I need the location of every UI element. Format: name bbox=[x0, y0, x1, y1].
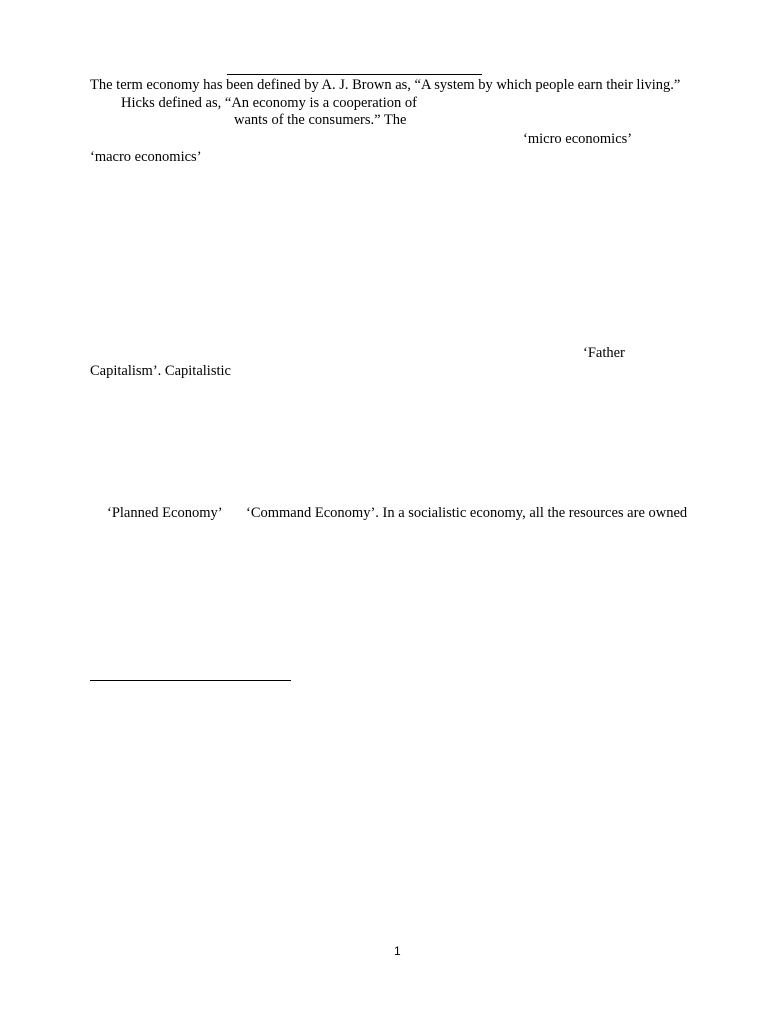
text-term-macro-economics: ‘macro economics’ bbox=[90, 149, 202, 165]
text-line-capitalism: Capitalism’. Capitalistic bbox=[90, 363, 231, 379]
footnote-separator bbox=[90, 680, 291, 681]
page-number: 1 bbox=[394, 944, 401, 958]
text-term-planned-economy: ‘Planned Economy’ bbox=[107, 505, 223, 521]
text-line-command-economy: ‘Command Economy’. In a socialistic economy, all the resources are owned bbox=[246, 505, 688, 521]
text-term-father: ‘Father bbox=[583, 345, 625, 361]
text-term-micro-economics: ‘micro economics’ bbox=[523, 131, 633, 147]
text-line-hicks-definition: Hicks defined as, “An economy is a cooperation of bbox=[121, 95, 417, 111]
text-line-consumer-wants: wants of the consumers.” The bbox=[234, 112, 407, 128]
title-underline bbox=[227, 74, 482, 75]
text-line-definition-brown: The term economy has been defined by A. J. Brown as, “A system by which people earn their living.” bbox=[90, 77, 681, 93]
